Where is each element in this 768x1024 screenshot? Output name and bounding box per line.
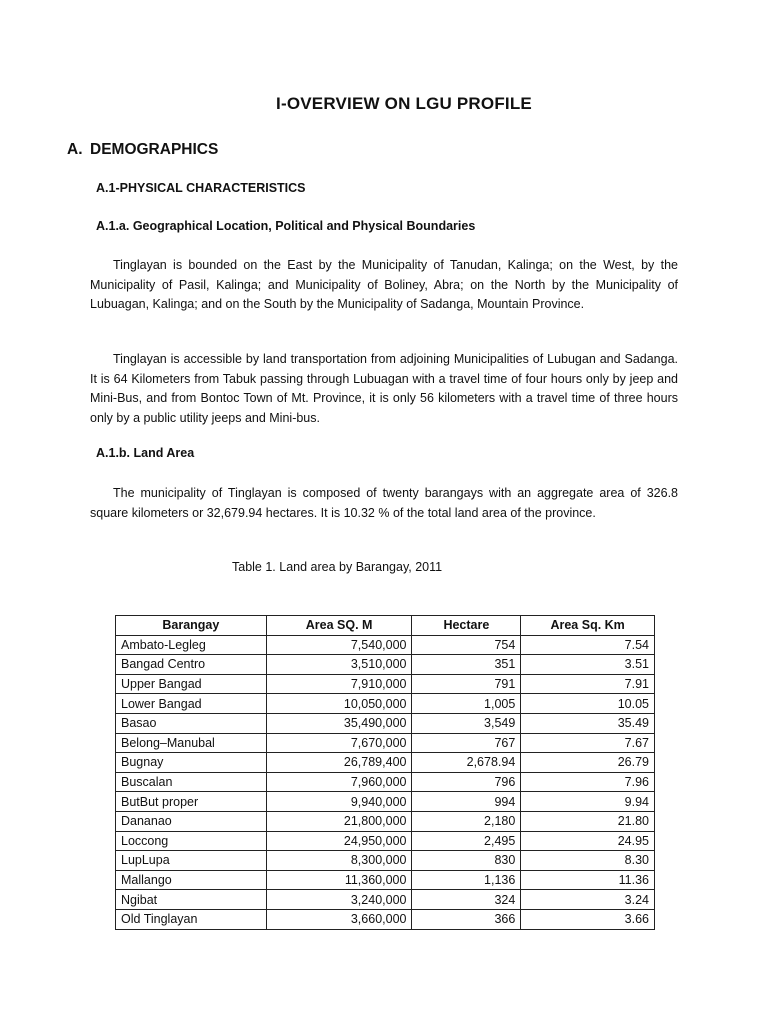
cell-hectare: 324 <box>412 890 521 910</box>
cell-hectare: 830 <box>412 851 521 871</box>
cell-hectare: 994 <box>412 792 521 812</box>
cell-barangay: Basao <box>116 713 267 733</box>
subsection-heading-geographical-location: A.1.a. Geographical Location, Political and Physical Boundaries <box>96 219 476 233</box>
table-header-row <box>116 616 655 636</box>
cell-area-sqm: 10,050,000 <box>266 694 412 714</box>
cell-area-sqkm: 9.94 <box>521 792 655 812</box>
cell-area-sqm: 9,940,000 <box>266 792 412 812</box>
cell-area-sqkm: 7.54 <box>521 635 655 655</box>
cell-barangay: ButBut proper <box>116 792 267 812</box>
cell-hectare: 2,678.94 <box>412 753 521 773</box>
cell-barangay: Upper Bangad <box>116 674 267 694</box>
cell-area-sqm: 35,490,000 <box>266 713 412 733</box>
column-header-area-sqm: Area SQ. M <box>266 616 412 636</box>
table-caption: Table 1. Land area by Barangay, 2011 <box>232 560 443 574</box>
column-header-hectare: Hectare <box>412 616 521 636</box>
table-row <box>116 772 655 792</box>
table-row <box>116 890 655 910</box>
table-row <box>116 635 655 655</box>
cell-area-sqm: 7,960,000 <box>266 772 412 792</box>
cell-area-sqm: 11,360,000 <box>266 870 412 890</box>
cell-area-sqm: 7,670,000 <box>266 733 412 753</box>
cell-area-sqkm: 8.30 <box>521 851 655 871</box>
section-label: DEMOGRAPHICS <box>90 141 219 158</box>
table-row <box>116 674 655 694</box>
table-row <box>116 851 655 871</box>
page-title: I-OVERVIEW ON LGU PROFILE <box>276 94 532 113</box>
table-row <box>116 733 655 753</box>
cell-area-sqm: 3,660,000 <box>266 909 412 929</box>
cell-area-sqm: 21,800,000 <box>266 811 412 831</box>
cell-area-sqkm: 3.24 <box>521 890 655 910</box>
paragraph-land-area: The municipality of Tinglayan is composed of twenty barangays with an aggregate area of 326.8 square kilometers or 32,679.94 hectares. It is 10.32 % of the total land area of the province. <box>90 486 678 520</box>
cell-hectare: 796 <box>412 772 521 792</box>
table-row <box>116 870 655 890</box>
table-row <box>116 655 655 675</box>
cell-hectare: 3,549 <box>412 713 521 733</box>
cell-area-sqkm: 35.49 <box>521 713 655 733</box>
cell-barangay: Loccong <box>116 831 267 851</box>
table-row <box>116 713 655 733</box>
cell-area-sqkm: 7.91 <box>521 674 655 694</box>
cell-area-sqm: 7,910,000 <box>266 674 412 694</box>
cell-barangay: Lower Bangad <box>116 694 267 714</box>
cell-barangay: Ambato-Legleg <box>116 635 267 655</box>
cell-barangay: Dananao <box>116 811 267 831</box>
cell-barangay: Old Tinglayan <box>116 909 267 929</box>
cell-area-sqkm: 10.05 <box>521 694 655 714</box>
cell-area-sqkm: 3.51 <box>521 655 655 675</box>
land-area-table <box>115 615 655 930</box>
table-row <box>116 792 655 812</box>
cell-area-sqkm: 26.79 <box>521 753 655 773</box>
cell-hectare: 2,495 <box>412 831 521 851</box>
cell-area-sqkm: 24.95 <box>521 831 655 851</box>
cell-hectare: 366 <box>412 909 521 929</box>
table-row <box>116 694 655 714</box>
cell-barangay: Bugnay <box>116 753 267 773</box>
cell-barangay: Ngibat <box>116 890 267 910</box>
table-row <box>116 909 655 929</box>
table-row <box>116 753 655 773</box>
cell-area-sqm: 7,540,000 <box>266 635 412 655</box>
cell-area-sqkm: 11.36 <box>521 870 655 890</box>
cell-barangay: Belong–Manubal <box>116 733 267 753</box>
column-header-barangay: Barangay <box>116 616 267 636</box>
cell-hectare: 1,005 <box>412 694 521 714</box>
cell-area-sqkm: 21.80 <box>521 811 655 831</box>
table-row <box>116 811 655 831</box>
column-header-area-sqkm: Area Sq. Km <box>521 616 655 636</box>
cell-hectare: 791 <box>412 674 521 694</box>
paragraph-boundaries: Tinglayan is bounded on the East by the Municipality of Tanudan, Kalinga; on the West, by the Municipality of Pasil, Kalinga; and Municipality of Boliney, Abra; on the North by the Municipality of Lubuagan, Kalinga; and on the South by the Municipality of Sadanga, Mountain Province. <box>90 258 678 311</box>
cell-area-sqm: 8,300,000 <box>266 851 412 871</box>
cell-area-sqm: 3,510,000 <box>266 655 412 675</box>
section-heading-demographics <box>67 141 218 159</box>
table-row <box>116 831 655 851</box>
subsection-heading-land-area: A.1.b. Land Area <box>96 446 195 460</box>
cell-hectare: 2,180 <box>412 811 521 831</box>
cell-area-sqkm: 7.67 <box>521 733 655 753</box>
cell-area-sqm: 3,240,000 <box>266 890 412 910</box>
cell-barangay: Buscalan <box>116 772 267 792</box>
cell-barangay: LupLupa <box>116 851 267 871</box>
cell-hectare: 351 <box>412 655 521 675</box>
cell-hectare: 767 <box>412 733 521 753</box>
section-number: A. <box>67 141 83 158</box>
cell-area-sqm: 24,950,000 <box>266 831 412 851</box>
cell-area-sqkm: 3.66 <box>521 909 655 929</box>
paragraph-accessibility: Tinglayan is accessible by land transportation from adjoining Municipalities of Lubugan and Sadanga. It is 64 Kilometers from Tabuk passing through Lubuagan with a travel time of four hours only by jeep and Mini-Bus, and from Bontoc Town of Mt. Province, it is only 56 kilometers with a travel time of three hours only by a public utility jeeps and Mini-bus. <box>90 352 678 425</box>
cell-hectare: 754 <box>412 635 521 655</box>
subsection-heading-physical-characteristics: A.1-PHYSICAL CHARACTERISTICS <box>96 181 306 195</box>
cell-barangay: Mallango <box>116 870 267 890</box>
cell-barangay: Bangad Centro <box>116 655 267 675</box>
cell-area-sqm: 26,789,400 <box>266 753 412 773</box>
cell-area-sqkm: 7.96 <box>521 772 655 792</box>
cell-hectare: 1,136 <box>412 870 521 890</box>
